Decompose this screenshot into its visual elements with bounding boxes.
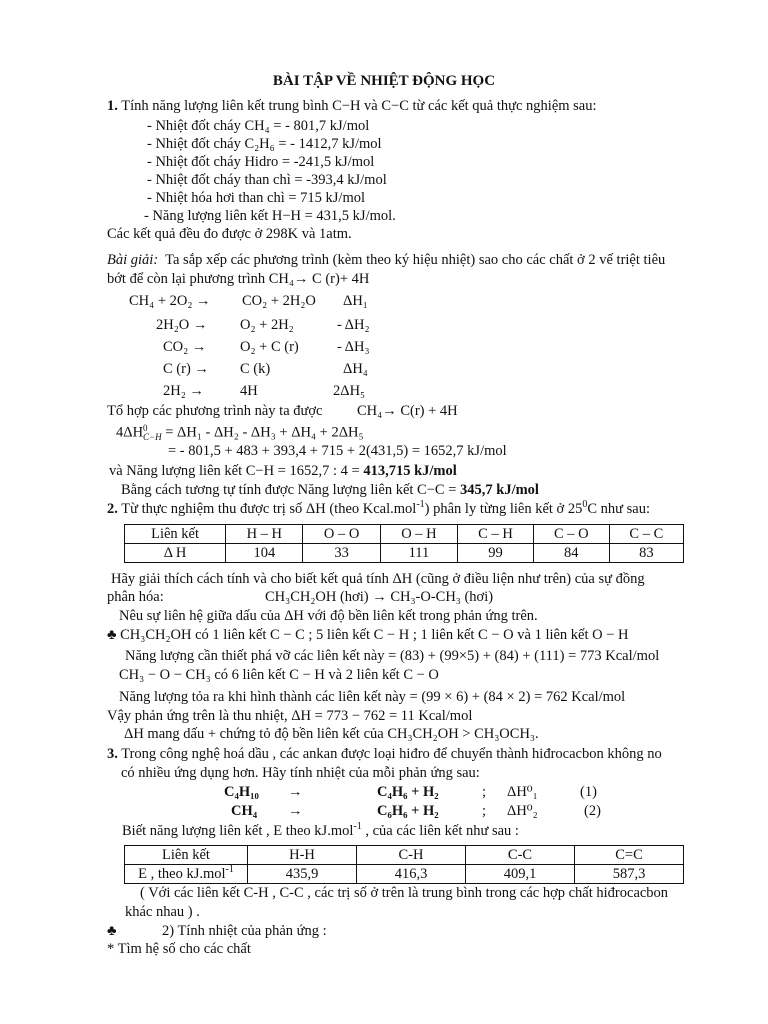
reaction-5-right: 4H [240, 383, 258, 399]
table-cell: 104 [226, 544, 303, 563]
data-line-hydro: - Nhiệt đốt cháy Hidro = -241,5 kJ/mol [147, 154, 375, 170]
eq1-products: C₄H₆ + H₂ [377, 784, 439, 800]
table-cell: C-H [357, 846, 466, 865]
problem-2-text: 2. Từ thực nghiệm thu được trị số ΔH (theo Kcal.mol$^{-1}$) phân ly từng liên kết ở $25^0C$ như sau: [107, 499, 650, 517]
bond-energy-intro: Biết năng lượng liên kết , E theo kJ.mol$^{-1}$ , của các liên kết như sau : [122, 821, 519, 839]
table-cell: C – O [533, 525, 609, 544]
answer-bonds-ether: CH₃ − O − CH₃ có 6 liên kết C − H và 2 liên kết C − O [119, 667, 439, 683]
table-cell: 416,3 [357, 865, 466, 884]
problem-2-question: Hãy giải thích cách tính và cho biết kết quả tính ΔH (cũng ở điều liện như trên) của sự đồng [111, 571, 645, 587]
answer-bonds-ethanol: ♣ CH₃CH₂OH có 1 liên kết C − C ; 5 liên kết C − H ; 1 liên kết C − O và 1 liên kết O − H [107, 627, 629, 643]
reaction-2-dh: - ΔH₂ [337, 317, 370, 333]
table-cell: Liên kết [125, 525, 226, 544]
table-cell: 409,1 [466, 865, 575, 884]
table-cell: 83 [609, 544, 683, 563]
table-cell: H-H [248, 846, 357, 865]
table-cell: C-C [466, 846, 575, 865]
reaction-4-left: C (r) → [163, 361, 209, 377]
conditions-line: Các kết quả đều đo được ở 298K và 1atm. [107, 226, 352, 242]
eq2-dh: ΔH⁰₂ [507, 803, 538, 819]
enthalpy-value: = - 801,5 + 483 + 393,4 + 715 + 2(431,5) = 1652,7 kJ/mol [168, 443, 507, 459]
table-cell: 99 [458, 544, 534, 563]
eq2-number: (2) [584, 803, 601, 819]
table-cell: O – O [303, 525, 380, 544]
problem-3-text: 3. Trong công nghệ hoá dầu , các ankan được loại hiđro để chuyển thành hiđrocacbon không no [107, 746, 662, 762]
data-line-vaporization: - Nhiệt hóa hơi than chì = 715 kJ/mol [147, 190, 366, 206]
table-cell: C=C [575, 846, 684, 865]
table-header-row [125, 846, 684, 865]
reaction-4-right: C (k) [240, 361, 271, 377]
eq1-sep: ; [482, 784, 487, 800]
bond-energy-table [124, 845, 684, 884]
eq1-dh: ΔH⁰₁ [507, 784, 538, 800]
table-cell: C – H [458, 525, 534, 544]
reaction-3-right: O₂ + C (r) [240, 339, 299, 355]
eq2-arrow: → [288, 803, 303, 819]
table-cell: 435,9 [248, 865, 357, 884]
eq1-reactant: C₄H₁₀ [224, 784, 259, 800]
eq1-arrow: → [288, 784, 303, 800]
problem-1-text: 1. Tính năng lượng liên kết trung bình C−H và C−C từ các kết quả thực nghiệm sau: [107, 98, 597, 114]
eq2-sep: ; [482, 803, 487, 819]
data-line-hh-bond: - Năng lượng liên kết H−H = 431,5 kJ/mol. [144, 208, 396, 224]
ch-bond-result: và Năng lượng liên kết C−H = 1652,7 : 4 = 413,715 kJ/mol [109, 463, 457, 479]
table-cell: Δ H [125, 544, 226, 563]
table-cell: C – C [609, 525, 683, 544]
club-bullet: ♣ [107, 923, 117, 939]
isomerization-label: phân hóa: [107, 589, 164, 605]
data-line-graphite: - Nhiệt đốt cháy than chì = -393,4 kJ/mol [147, 172, 387, 188]
bond-dissociation-table [124, 524, 684, 563]
step-2-heading: 2) Tính nhiệt của phản ứng : [162, 923, 327, 939]
eq2-reactant: CH₄ [231, 803, 258, 819]
table-cell: 33 [303, 544, 380, 563]
solution-intro: Bài giải: Ta sắp xếp các phương trình (kèm theo ký hiệu nhiệt) sao cho các chất ở 2 vế triệt tiêu [107, 252, 666, 268]
cc-bond-result: Bằng cách tương tự tính được Năng lượng liên kết C−C = 345,7 kJ/mol [121, 482, 539, 498]
table-header-row [125, 525, 684, 544]
data-line-c2h6: - Nhiệt đốt cháy C₂H₆ = - 1412,7 kJ/mol [147, 136, 382, 152]
reaction-1-left: CH₄ + 2O₂ → [129, 293, 211, 309]
table-row [125, 865, 684, 884]
table-note-cont: khác nhau ) . [125, 904, 200, 920]
table-row [125, 544, 684, 563]
reaction-4-dh: ΔH₄ [343, 361, 368, 377]
table-note: ( Với các liên kết C-H , C-C , các trị số ở trên là trung bình trong các hợp chất hiđrocacbon [140, 885, 669, 901]
table-cell: 587,3 [575, 865, 684, 884]
reaction-5-left: 2H₂ → [163, 383, 204, 399]
table-cell: 84 [533, 544, 609, 563]
table-cell: 111 [380, 544, 457, 563]
problem-3-text-cont: có nhiều ứng dụng hơn. Hãy tính nhiệt của mỗi phản ứng sau: [121, 765, 480, 781]
isomerization-equation: CH₃CH₂OH (hơi) → CH₃-O-CH₃ (hơi) [265, 589, 494, 605]
table-cell: E , theo kJ.mol$^{-1}$ [125, 865, 248, 884]
table-cell: O – H [380, 525, 457, 544]
enthalpy-sum: 4ΔH 0 C−H = ΔH₁ - ΔH₂ - ΔH₃ + ΔH₄ + 2ΔH₅ [116, 423, 364, 442]
reaction-2-left: 2H₂O → [156, 317, 208, 333]
reaction-1-right: CO₂ + 2H₂O [242, 293, 316, 309]
reaction-3-left: CO₂ → [163, 339, 207, 355]
step-coefficients: * Tìm hệ số cho các chất [107, 941, 251, 957]
reaction-2-right: O₂ + 2H₂ [240, 317, 294, 333]
answer-form-energy: Năng lượng tỏa ra khi hình thành các liên kết này = (99 × 6) + (84 × 2) = 762 Kcal/mol [119, 689, 626, 705]
answer-break-energy: Năng lượng cần thiết phá vỡ các liên kết này = (83) + (99×5) + (84) + (111) = 773 Kcal/mol [125, 648, 660, 664]
answer-stability: ΔH mang dấu + chứng tỏ độ bền liên kết của CH₃CH₂OH > CH₃OCH₃. [124, 726, 539, 742]
table-cell: Liên kết [125, 846, 248, 865]
data-line-ch4: - Nhiệt đốt cháy CH₄ = - 801,7 kJ/mol [147, 118, 370, 134]
reaction-3-dh: - ΔH₃ [337, 339, 370, 355]
document-title: BÀI TẬP VỀ NHIỆT ĐỘNG HỌC [272, 73, 496, 89]
table-cell: H – H [226, 525, 303, 544]
combination-label: Tổ hợp các phương trình này ta được [107, 403, 323, 419]
eq2-products: C₆H₆ + H₂ [377, 803, 439, 819]
reaction-5-dh: 2ΔH₅ [333, 383, 366, 399]
reaction-1-dh: ΔH₁ [343, 293, 368, 309]
problem-2-question-2: Nêu sự liên hệ giữa dấu của ΔH với độ bền liên kết trong phản ứng trên. [119, 608, 538, 624]
solution-intro-cont: bớt để còn lại phương trình CH₄→ C (r)+ 4H [107, 271, 370, 287]
combination-equation: CH₄→ C(r) + 4H [357, 403, 458, 419]
answer-conclusion: Vậy phản ứng trên là thu nhiệt, ΔH = 773 − 762 = 11 Kcal/mol [107, 708, 473, 724]
eq1-number: (1) [580, 784, 597, 800]
